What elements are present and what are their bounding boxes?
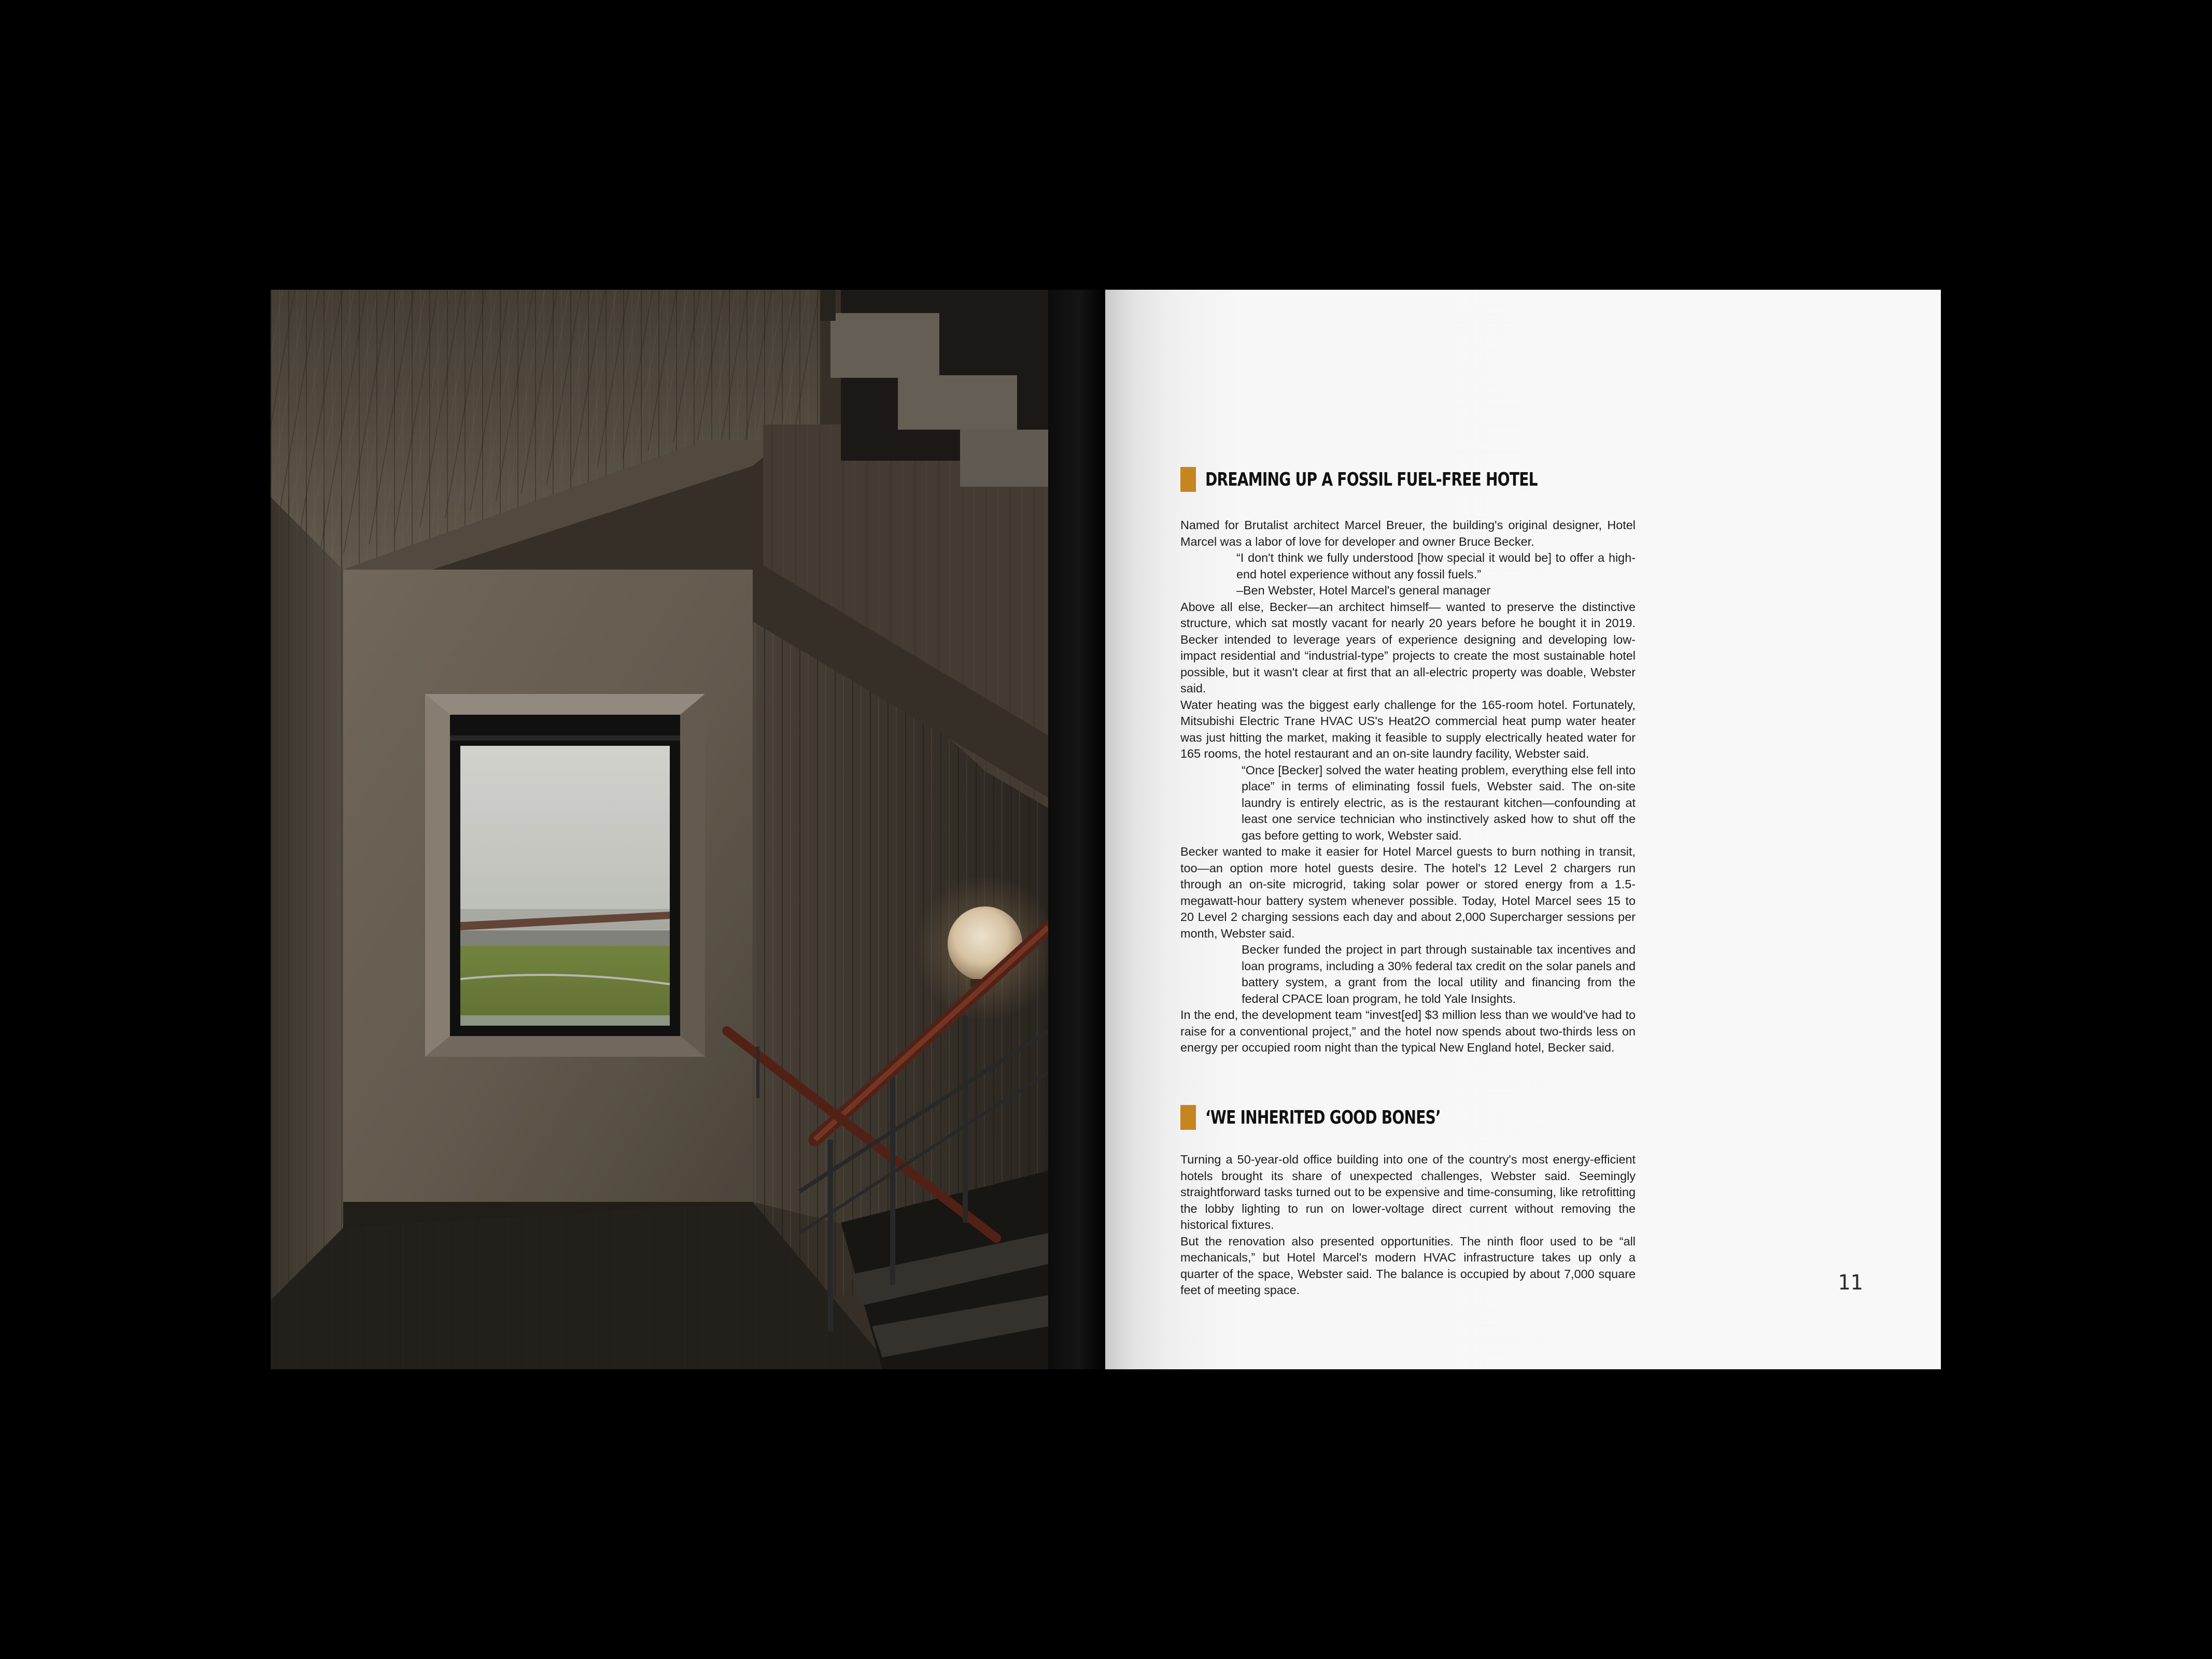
paragraph: Turning a 50-year-old office building into one of the country's most energy-efficient hotels brought its share of unexpected challenges, Webster said. Seemingly straightforward tasks turned out to be expensive and time-consuming, like retrofitting the lobby lighting to run on lower-voltage direct current without removing the historical fixtures. xyxy=(1180,1153,1636,1231)
page-gutter xyxy=(1048,290,1105,1369)
paragraph: Water heating was the biggest early challenge for the 165-room hotel. Fortunately, Mitsubishi Electric Trane HVAC US's Heat2O commercial heat pump water heater was just hitting the market, making it feasible to supply electrically heated water for 165 rooms, the hotel restaurant and an on-site laundry facility, Webster said. xyxy=(1180,698,1636,760)
section-body-1 xyxy=(1180,517,1636,1056)
indented-paragraph: Becker funded the project in part through sustainable tax incentives and loan programs, including a 30% federal tax credit on the solar panels and battery system, a grant from the local utility and financing from the federal CPACE loan program, he told Yale Insights. xyxy=(1242,943,1636,1005)
section-heading-2 xyxy=(1180,1105,1507,1130)
pull-quote: “I don't think we fully understood [how special it would be] to offer a high-end hotel experience without any fossil fuels.” xyxy=(1236,551,1636,581)
heading-accent-marker xyxy=(1180,1105,1196,1130)
paragraph: But the renovation also presented opportunities. The ninth floor used to be “all mechanicals,” but Hotel Marcel's modern HVAC infrastructure takes up only a quarter of the space, Webster said. The balance is occupied by about 7,000 square feet of meeting space. xyxy=(1180,1234,1636,1297)
stairwell-photo-illustration xyxy=(271,290,1048,1369)
quote-attribution: –Ben Webster, Hotel Marcel's general manager xyxy=(1236,584,1491,597)
paragraph: Becker wanted to make it easier for Hotel Marcel guests to burn nothing in transit, too—an option more hotel guests desire. The hotel's 12 Level 2 chargers run through an on-site microgrid, taking solar power or stored energy from a 1.5-megawatt-hour battery system whenever possible. Today, Hotel Marcel sees 15 to 20 Level 2 charging sessions each day and about 2,000 Supercharger sessions per month, Webster said. xyxy=(1180,845,1636,940)
section-title-2: ‘WE INHERITED GOOD BONES’ xyxy=(1205,1107,1441,1128)
indented-paragraph: “Once [Becker] solved the water heating problem, everything else fell into place” in terms of eliminating fossil fuels, Webster said. The on-site laundry is entirely electric, as is the restaurant kitchen—confounding at least one service technician who instinctively asked how to shut off the gas before getting to work, Webster said. xyxy=(1242,763,1636,842)
heading-accent-marker xyxy=(1180,467,1196,492)
page-number: 11 xyxy=(1838,1271,1863,1295)
section-heading-1 xyxy=(1180,467,1631,492)
paragraph: In the end, the development team “invest[ed] $3 million less than we would've had to raise for a conventional project,” and the hotel now spends about two-thirds less on energy per occupied room night than the typical New England hotel, Becker said. xyxy=(1180,1008,1636,1054)
article-page xyxy=(1105,290,1941,1369)
paragraph: Above all else, Becker—an architect himself— wanted to preserve the distinctive structure, which sat mostly vacant for nearly 20 years before he bought it in 2019. Becker intended to leverage years of experience designing and developing low-impact residential and “industrial-type” projects to create the most sustainable hotel possible, but it wasn't clear at first that an all-electric property was doable, Webster said. xyxy=(1180,600,1636,695)
section-body-2 xyxy=(1180,1152,1636,1299)
paragraph: Named for Brutalist architect Marcel Breuer, the building's original designer, Hotel Marcel was a labor of love for developer and owner Bruce Becker. xyxy=(1180,518,1636,548)
stairwell-photo xyxy=(271,290,1048,1369)
section-title-1: DREAMING UP A FOSSIL FUEL-FREE HOTEL xyxy=(1205,469,1538,490)
